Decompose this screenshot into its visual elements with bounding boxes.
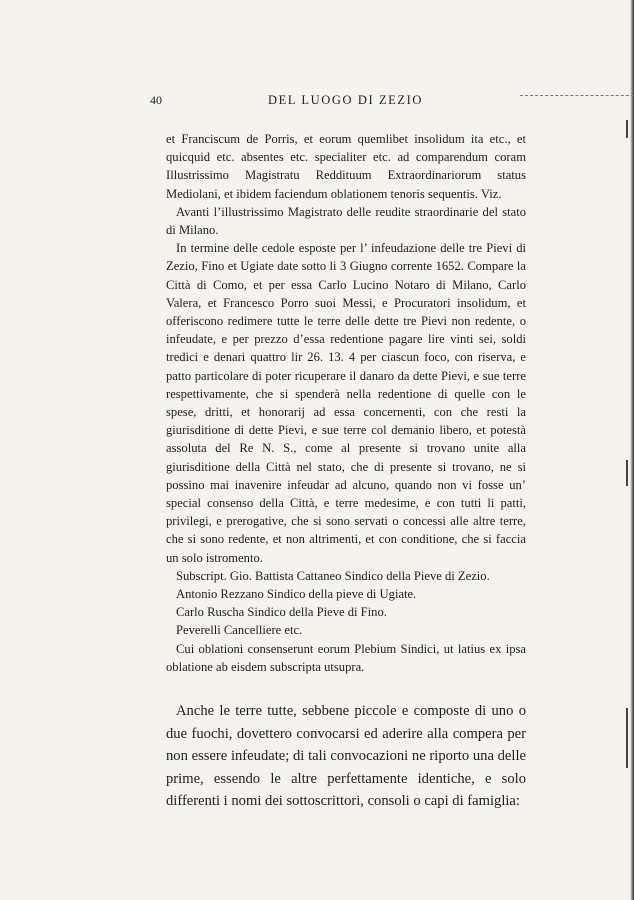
paragraph: Cui oblationi consenserunt eorum Plebium Sindici, ut latius ex ipsa oblatione ab eisdem subscripta utsupra. [166,641,526,674]
running-title: DEL LUOGO DI ZEZIO [268,93,424,107]
edge-mark [626,120,628,138]
paragraph: Subscript. Gio. Battista Cattaneo Sindico della Pieve di Zezio. [176,568,490,583]
page-edge [630,0,634,900]
header-rule [520,95,634,96]
paragraph: Antonio Rezzano Sindico della pieve di Ugiate. [176,587,417,602]
page-header [150,93,526,115]
paragraph: Anche le terre tutte, sebbene piccole e composte di uno o due fuochi, dovettero convocarsi ed aderire alla compera per non essere infeudate; di tali convocazioni ne riporto una delle prime, essendo le altre perfettamente identiche, e solo differenti i nomi dei sottoscrittori, consoli o capi di famiglia: [166,703,526,810]
edge-mark [626,460,628,486]
paragraph: In termine delle cedole esposte per l’ infeudazione delle tre Pievi di Zezio, Fino et Ugiate date sotto li 3 Giugno corrente 1652. Compare la Città di Como, et per essa Carlo Lucino Notaro di Milano, Carlo Valera, et Francesco Porro suoi Messi, e Procuratori insolidum, et offeriscono redimere tutte le terre delle dette tre Pievi non redente, o infeudate, e per prezzo d’essa redentione pagare lire vinti sei, soldi tredici e denari quattro lir 26. 13. 4 per ciascun foco, con riserva, e patto particolare di poter ricuperare il danaro da dette Pievi, e sue terre respettivamente, che si spenderà nella redentione di quelle con le spese, dritti, et honorarij ad essa concernenti, con che resti la giurisditione di dette Pievi, e sue terre col demanio libero, et potestà assoluta del Re N. S., come al presente si trovano unite alla giurisditione della Città nel stato, che di presente si trovano, ne si possino mai inavenire infeudar ad alcuno, quando non vi fosse un’ special consenso della Città, e terre medesime, e con tutti li patti, privilegi, e prerogative, che si sono servati o concessi alle altre terre, che si sono redente, et non altrimenti, et con conditione, che si faccia un solo istromento. [166,241,526,565]
paragraph: Carlo Ruscha Sindico della Pieve di Fino. [176,605,387,620]
paragraph: Peverelli Cancelliere etc. [176,623,303,638]
edge-mark [626,708,628,768]
main-text-block [166,700,526,813]
page-number: 40 [150,93,162,107]
body-text [166,130,526,813]
paragraph: Avanti l’illustrissimo Magistrato delle reudite straordinarie del stato di Milano. [166,204,526,238]
paragraph: et Franciscum de Porris, et eorum quemlibet insolidum ita etc., et quicquid etc. absentes etc. specialiter etc. ad comparendum coram Illustrissimo Magistratu Reddituum Extraordinariorum status Mediolani, et ibidem faciendum oblationem tenoris sequentis. Viz. [166,132,526,201]
latin-document-block [166,130,526,676]
